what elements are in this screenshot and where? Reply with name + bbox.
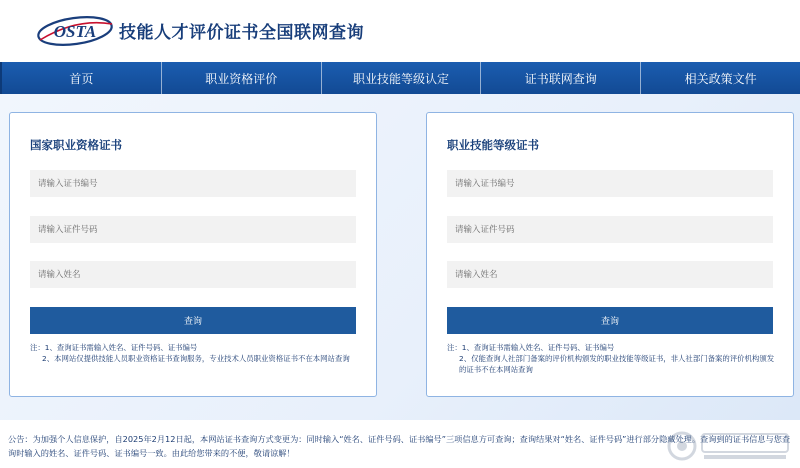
nav-item-policy-documents[interactable]: 相关政策文件 (640, 62, 800, 94)
card-notes (447, 342, 777, 375)
name-input[interactable] (447, 261, 773, 288)
skill-level-certificate-card (426, 112, 794, 397)
query-button[interactable]: 查询 (30, 307, 356, 334)
site-header (0, 0, 800, 62)
note-line: 2、仅能查询人社部门备案的评价机构颁发的职业技能等级证书，非人社部门备案的评价机构颁发的证书不在本网站查询 (459, 354, 775, 374)
certificate-number-input[interactable] (30, 170, 356, 197)
id-number-input[interactable] (30, 216, 356, 243)
nav-item-home[interactable]: 首页 (0, 62, 161, 94)
svg-text:OSTA: OSTA (53, 22, 97, 41)
announcement-text: 公告：为加强个人信息保护，自2025年2月12日起，本网站证书查询方式变更为：同时输入“姓名、证件号码、证书编号”三项信息方可查询；查询结果对“姓名、证件号码”进行部分隐藏处理。查询到的证书信息与您查询时输入的姓名、证件号码、证书编号一致。由此给您带来的不便，敬请谅解！ (8, 434, 791, 458)
nav-item-skill-level-certification[interactable]: 职业技能等级认定 (321, 62, 481, 94)
nav-item-qualification-evaluation[interactable]: 职业资格评价 (161, 62, 321, 94)
name-input[interactable] (30, 261, 356, 288)
qualification-certificate-card (9, 112, 377, 397)
card-title: 国家职业资格证书 (30, 138, 122, 152)
site-title: 技能人才评价证书全国联网查询 (119, 23, 364, 43)
nav-item-certificate-query[interactable]: 证书联网查询 (480, 62, 640, 94)
query-button[interactable]: 查询 (447, 307, 773, 334)
watermark-logo (664, 426, 794, 466)
card-notes (30, 342, 360, 364)
osta-logo[interactable] (36, 14, 114, 48)
main-nav (0, 62, 800, 94)
note-line: 注：1、查询证书需输入姓名、证件号码、证书编号 (30, 343, 198, 352)
certificate-number-input[interactable] (447, 170, 773, 197)
note-line: 注：1、查询证书需输入姓名、证件号码、证书编号 (447, 343, 615, 352)
note-line: 2、本网站仅提供技能人员职业资格证书查询服务，专业技术人员职业资格证书不在本网站查询 (42, 354, 350, 363)
id-number-input[interactable] (447, 216, 773, 243)
card-title: 职业技能等级证书 (447, 138, 539, 152)
